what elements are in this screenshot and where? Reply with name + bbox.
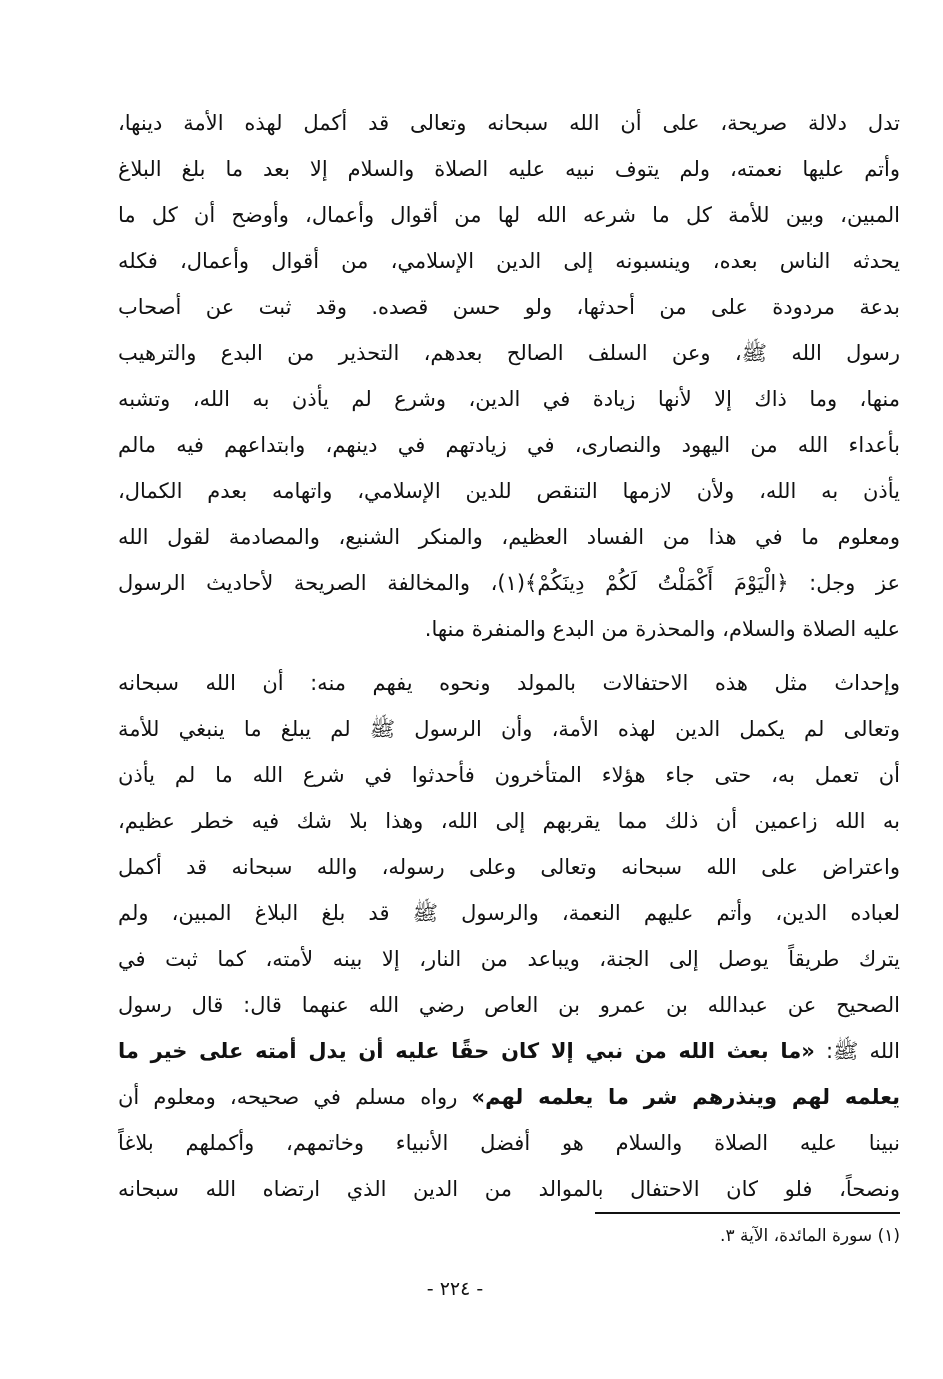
text-line: نبينا عليه الصلاة والسلام هو أفضل الأنبياء وخاتمهم، وأكملهم بلاغاً [118,1131,900,1155]
text-line: يأذن به الله، ولأن لازمها التنقص للدين الإسلامي، واتهامه بعدم الكمال، [118,479,900,503]
text-line: منها، وما ذاك إلا لأنها زيادة في الدين، وشرع لم يأذن به الله، وتشبه [118,387,900,411]
text-line: المبين، وبين للأمة كل ما شرعه الله لها من أقوال وأعمال، وأوضح أن كل ما [118,203,900,227]
text-line: عليه الصلاة والسلام، والمحذرة من البدع والمنفرة منها. [424,617,900,641]
text-line: أن تعمل به، حتى جاء هؤلاء المتأخرون فأحدثوا في شرع الله ما لم يأذن [118,763,900,787]
footnote-divider [595,1212,900,1214]
footnote: (١) سورة المائدة، الآية ٣. [720,1226,900,1246]
page-body [118,100,900,1212]
hadith-prefix: الله ﷺ: [814,1039,900,1063]
hadith-line [118,1074,900,1120]
text-line: بأعداء الله من اليهود والنصارى، في زيادتهم في دينهم، وابتداعهم فيه مالم [118,433,900,457]
text-line: وتعالى لم يكمل الدين لهذه الأمة، وأن الرسول ﷺ لم يبلغ ما ينبغي للأمة [118,717,900,741]
text-line: يترك طريقاً يوصل إلى الجنة، ويباعد من النار، إلا بينه لأمته، كما ثبت في [118,947,900,971]
hadith-source: رواه مسلم في صحيحه، ومعلوم أن [118,1085,472,1109]
page-number: - ٢٢٤ - [426,1278,484,1300]
text-line: تدل دلالة صريحة، على أن الله سبحانه وتعالى قد أكمل لهذه الأمة دينها، [118,111,900,135]
text-line: ونصحاً، فلو كان الاحتفال بالموالد من الدين الذي ارتضاه الله سبحانه [118,1177,900,1201]
text-line: الصحيح عن عبدالله بن عمرو بن العاص رضي الله عنهما قال: قال رسول [118,993,900,1017]
text-line: به الله زاعمين أن ذلك مما يقربهم إلى الله، وهذا بلا شك فيه خطر عظيم، [118,809,900,833]
text-line: لعباده الدين، وأتم عليهم النعمة، والرسول ﷺ قد بلغ البلاغ المبين، ولم [118,901,900,925]
hadith-quote: «ما بعث الله من نبي إلا كان حقًا عليه أن يدل أمته على خير ما [118,1039,815,1063]
hadith-quote: يعلمه لهم وينذرهم شر ما يعلمه لهم» [471,1085,900,1109]
text-line: بدعة مردودة على من أحدثها، ولو حسن قصده. وقد ثبت عن أصحاب [118,295,900,319]
text-line: رسول الله ﷺ، وعن السلف الصالح بعدهم، التحذير من البدع والترهيب [118,341,900,365]
text-line: يحدثه الناس بعده، وينسبونه إلى الدين الإسلامي، من أقوال وأعمال، فكله [118,249,900,273]
text-line: ومعلوم ما في هذا من الفساد العظيم، والمنكر الشنيع، والمصادمة لقول الله [118,525,900,549]
hadith-line [118,1028,900,1074]
paragraph-2 [118,660,900,1212]
text-line: واعتراض على الله سبحانه وتعالى وعلى رسوله، والله سبحانه قد أكمل [118,855,900,879]
paragraph-1 [118,100,900,652]
text-line: وإحداث مثل هذه الاحتفالات بالمولد ونحوه يفهم منه: أن الله سبحانه [118,671,900,695]
text-line: عز وجل: ﴿الْيَوْمَ أَكْمَلْتُ لَكُمْ دِينَكُمْ﴾(١)، والمخالفة الصريحة لأحاديث الرسول [118,571,900,595]
text-line: وأتم عليها نعمته، ولم يتوف نبيه عليه الصلاة والسلام إلا بعد ما بلغ البلاغ [118,157,900,181]
